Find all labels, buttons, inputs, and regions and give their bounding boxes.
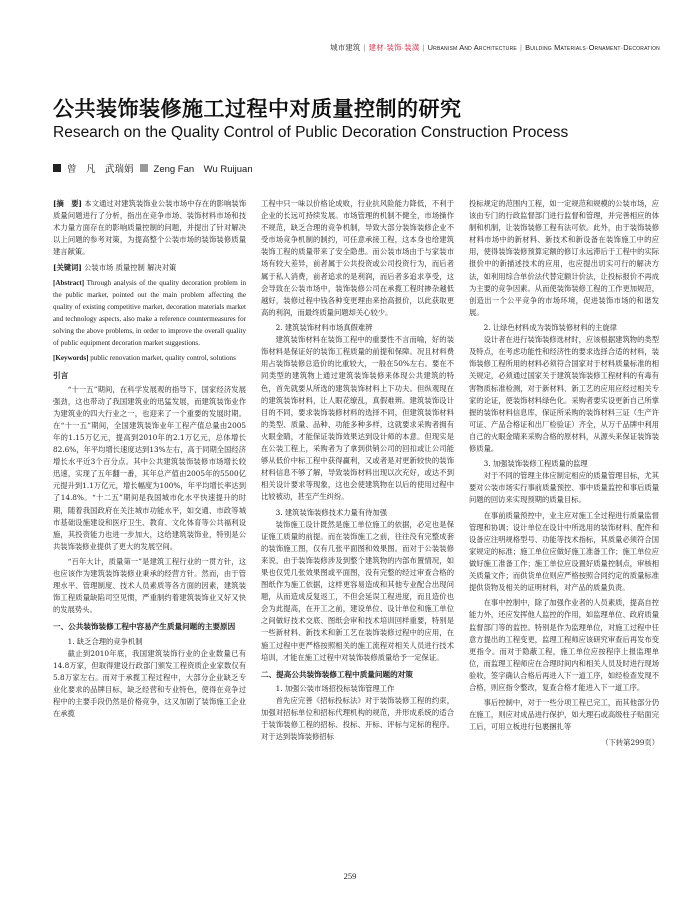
paragraph: 建筑装饰材料在装饰工程中的重要性不言而喻，好的装饰材料是保证好的装饰工程质量的前提和保障。况且材料费用占装饰装修总造价的比重较大，一般在50%左右。要在不同类型的建筑物上通过建筑装饰装修来体现公共建筑的特色，首先就要从所选的建筑装饰材料上下功夫。但纵观现在的建筑装饰材料，让人眼花缭乱，真假难辨。建筑装饰设计目的不同，要求装饰装修材料的选择不同，但建筑装饰材料的类型、质量、品种、功能多种多样，这就要求采购者拥有火眼金睛，才能保证装饰效果达到设计师的本意。但现实是在公装工程上，采购者为了拿到供销公司的回扣或让公司能够从低价中标工程中获得赢利，又或者是对更新较快的装饰材料信息不够了解，导致装饰材料出现以次充好，或达不到相关设计要求等现象，这也会使建筑物在以后的使用过程中比较被动，甚至产生纠纷。 [261,335,454,502]
keywords-en-label: [Keywords] [53,354,89,363]
title-english: Research on the Quality Control of Public Decoration Construction Process [53,124,569,141]
authors-chinese: 曾 凡 武瑞娟 [67,164,134,175]
subsection-heading: 3. 建筑装饰装修技术力量有待加强 [275,507,388,517]
continued-note: （下转第299页） [601,737,659,747]
abstract-en-text: Through analysis of the quality decoration problem in the public market, pointed out the main problem affecting the quality of existing competitive market, decoration materials market and technology aspects, also make a reference countermeasures for solving the above problems, in order to improve the overall quality of public equipment decoration market suggestions. [53,278,246,348]
header-part2: 建材·装饰·装潢 [368,43,420,52]
running-header: 城市建筑 | 建材·装饰·装潢 | Urbanism And Architecture | Building Materials·Ornament·Decoration [330,43,660,52]
paragraph: 在事前质量预控中，业主应对施工全过程进行质量监督管理和协调；设计单位在设计中所选用的装饰材料、配件和设备应注明规格型号、功能等技术指标，其质量必须符合国家规定的标准；施工单位应做好施工准备工作；施工单位应做好施工准备工作；施工单位应设置好质量控制点，审核相关质量文件；而供货单位则应严格按照合同约定的质量标准提供货物及相关的证明材料，对产品的质量负责。 [469,510,659,593]
subsection-heading: 1. 加强公装市场招投标装饰管理工作 [275,683,395,693]
subsection-heading: 2. 建筑装饰材料市场真假难辨 [275,323,373,333]
header-part1: 城市建筑 [330,43,361,52]
paragraph: 设计者在进行装饰装修选材时，应该根据建筑物的类型及特点，在考虑功能性和经济性的要求选择合适的材料，装饰装修工程所用的材料必须符合国家对于材料质量标准的相关规定，必须通过国家关于建筑装饰装修工程材料的有毒有害物质标准检测，对于新材料、新工艺的应用应经过相关专家的论证，使装饰材料绿色化。采购者要实设更新自己所掌握的装饰材料信息库，保证所采购的装饰材料三证（生产许可证、产品合格证和出厂检验证）齐全，从万千品牌中利用自己的火眼金睛来采购合格的原材料，从源头来保证装饰装修质量。 [469,335,659,453]
paragraph: 投标规定的范围内工程，如一定规范和规模的公装市场，应该由专门的行政监督部门进行监督和管理，并完善相应的体制和机制，让装饰装修工程有法可依。此外，由于装饰装修材料市场中的新材料、新技术和新设备在装饰施工中的应用，使得装饰装修预算定额的修订永远滞后于工程中的实际报价中的新描述技术的应用，也应提出切实可行的解决方法，如利用综合单价法代替定额计价法，让投标报价不再成为主要的竞争因素。从而使装饰装修工程的工作更加规范，创造出一个公平竞争的市场环境，促进装饰市场的和谐发展。 [469,199,659,317]
keywords-en [53,352,246,364]
authors [53,161,253,175]
abstract-en [53,277,246,350]
header-part3: Urbanism And Architecture [427,43,517,52]
keywords-cn [53,262,246,274]
column-right [469,198,659,752]
paragraph: 工程中只一味以价格论成败，行业抗风险能力降低，不利于企业的长远可持续发展。市场管理的机制不健全，市场操作不规范，缺乏合理的竞争机制，导致大部分装饰装修企业不受市场竞争机制的制约，可任意承接工程，这本身也给建筑装饰工程的质量带来了安全隐患。而公装市场由于与家装市场有较大差异，前者属于公共投资或公司投资行为，而后者属于私人消费，前者追求的是利润，而后者多追求享受，这会导致在公装市场中，装饰装修公司在承揽工程时掺杂越低越好，装修过程中钱各种变更理由来抬高报价，以此获取更高的利润，而最终质量问题却关心较少。 [261,199,454,317]
square-bullet-icon [53,164,61,172]
paragraph: “十一五”期间，在科学发展观的指导下，国家经济发展强劲，这也带动了我国建筑业的迅猛发展，而建筑装饰业作为建筑业的四大行业之一，也迎来了一个重要的发展时期。在“十一五”期间，全国建筑装饰业年工程产值总量由2005年的1.15万亿元，提高到2010年的2.1万亿元，总体增长82.6%，年平均增长速度达到13%左右，高于同期全国经济增长水平近3个百分点。其中公共建筑装饰装修市场增长较迅速，实现了五年翻一番，其年总产值由2005年的5500亿元提升到1.1万亿元，增长幅度为100%，年平均增长率达到了14.8%。“十二五”期间是我国城市化水平快速提升的时期，随着我国政府在关注城市功能水平，如交通、市政等城市基础设施建设和医疗卫生、教育、文化体育等公共福利设施，其投资能力也进一步加大，这给建筑装饰业，特别是公共装饰装修业提供了更大的发展空间。 [53,384,246,551]
authors-english: Zeng Fan Wu Ruijuan [153,164,253,175]
subsection-heading: 2. 让绿色材料成为装饰装修材料的主旋律 [483,323,617,333]
keywords-label: [关键词] [53,262,82,272]
square-bullet-icon [140,164,148,172]
section-heading: 一、公共装饰装修工程中容易产生质量问题的主要原因 [53,622,236,632]
subsection-heading: 3. 加强装饰装修工程质量的监理 [483,459,588,469]
abstract-text: 本文通过对建筑装饰业公装市场中存在的影响装饰质量问题进行了分析，指出在竞争市场、装饰材料市场和技术力量方面存在的影响质量控制的问题，并提出了针对解决以上问题的参考对策，为提高整个公装市场的装饰装修质量建言献策。 [53,199,247,257]
column-middle [261,198,454,746]
keywords-en-text: public renovation market, quality control, solutions [90,354,236,363]
abstract-label: [摘 要] [53,199,83,208]
page-number: 259 [343,871,357,881]
paragraph: 装饰施工设计既然是施工单位施工的依据，必定也是保证施工质量的前提。而在装饰施工之前，往往没有完整成套的装饰施工图，仅有几张平面图和效果图。而对于公装装修来说，由于装饰装修涉及到整个建筑物的内部布置情况，如果也仅凭几张效果图或平面图，没有完整的经过审查合格的图纸作为施工依据，这样更容易造成和其他专业配合出现问题，从而造成反复返工，不但会延误工程进度，而且造价也会为此提高，在开工之前，建设单位、设计单位和施工单位之间做好技术交底、图纸会审和技术培训回样重要，特别是一些新材料、新技术和新工艺在装饰装修过程中的应用，在施工过程中更严格按照相关的施工流程对相关人员进行技术培训，才能在施工过程中对装饰装修质量给予一定保证。 [261,519,454,662]
paragraph: 首先应完善《招标投标法》对于装饰装修工程的约束，加强对招标单位和招标代理机构的规范，并形成系统的适合于装饰装修工程的招标、投标、开标、评标与定标的程序。对于达到装饰装修招标 [261,695,454,742]
paragraph: 截止到2010年底，我国建筑装饰行业的企业数量已有14.8万家，但取得建设行政部门颁发工程资质企业家数仅有5.8万家左右。而对于承揽工程过程中，大部分企业缺乏专业化要求的品牌目标，缺乏经营和专业特色，使得在竞争过程中的主要手段仍然是价格竞争，这又加剧了装饰施工企业在承揽 [53,648,246,719]
paragraph: 在事中控制中，除了加强作业者的人员素质，提高自控能力外，还应发挥他人监控的作用，如监理单位、政府质量监督部门等的监控。特别是作为监理单位，对施工过程中任意方提出的工程变更，监理工程师应该研究审查后再发布变更指令。而对于隐蔽工程，施工单位应按程序上报监理单位，而监理工程师应在合理时间内和相关人员及时进行现场验收，签字确认合格后再进入下一道工序，如经检查发现不合格，则应指令整改，复查合格才能进入下一道工序。 [469,598,659,693]
subsection-heading: 1. 缺乏合理的竞争机制 [67,636,143,646]
paragraph: 事后控制中，对于一些分项工程已完工，而其他部分仍在施工，则应对成品进行保护，如大理石或高级柱子贴面完工后，可用立板进行包裹捆扎等 [469,698,659,732]
abstract-cn [53,198,246,258]
title-chinese: 公共装饰装修施工过程中对质量控制的研究 [53,97,462,121]
section-heading: 二、提高公共装饰装修工程中质量问题的对策 [261,669,413,679]
header-part4: Building Materials·Ornament·Decoration [525,43,660,52]
keywords-text: 公装市场 质量控制 解决对策 [84,262,177,272]
column-left [53,198,246,723]
paragraph: “百年大计，质量第一”是建筑工程行业的一贯方针，这也应该作为建筑装饰装修业秉承的经营方针。然而，由于管理水平、管理制度、技术人员素质等各方面的因素，建筑装饰工程质量缺陷司空见惯，严重制约着建筑装饰业又好又快的发展势头。 [53,557,246,615]
intro-heading: 引言 [53,370,69,380]
abstract-en-label: [Abstract] [53,278,85,287]
paragraph: 对于不同的管理主体应制定相应的质量管理目标，尤其要对公装市场实行事前质量预控、事中质量监控和事后质量问题的回访来实现预期的质量目标。 [469,471,659,505]
